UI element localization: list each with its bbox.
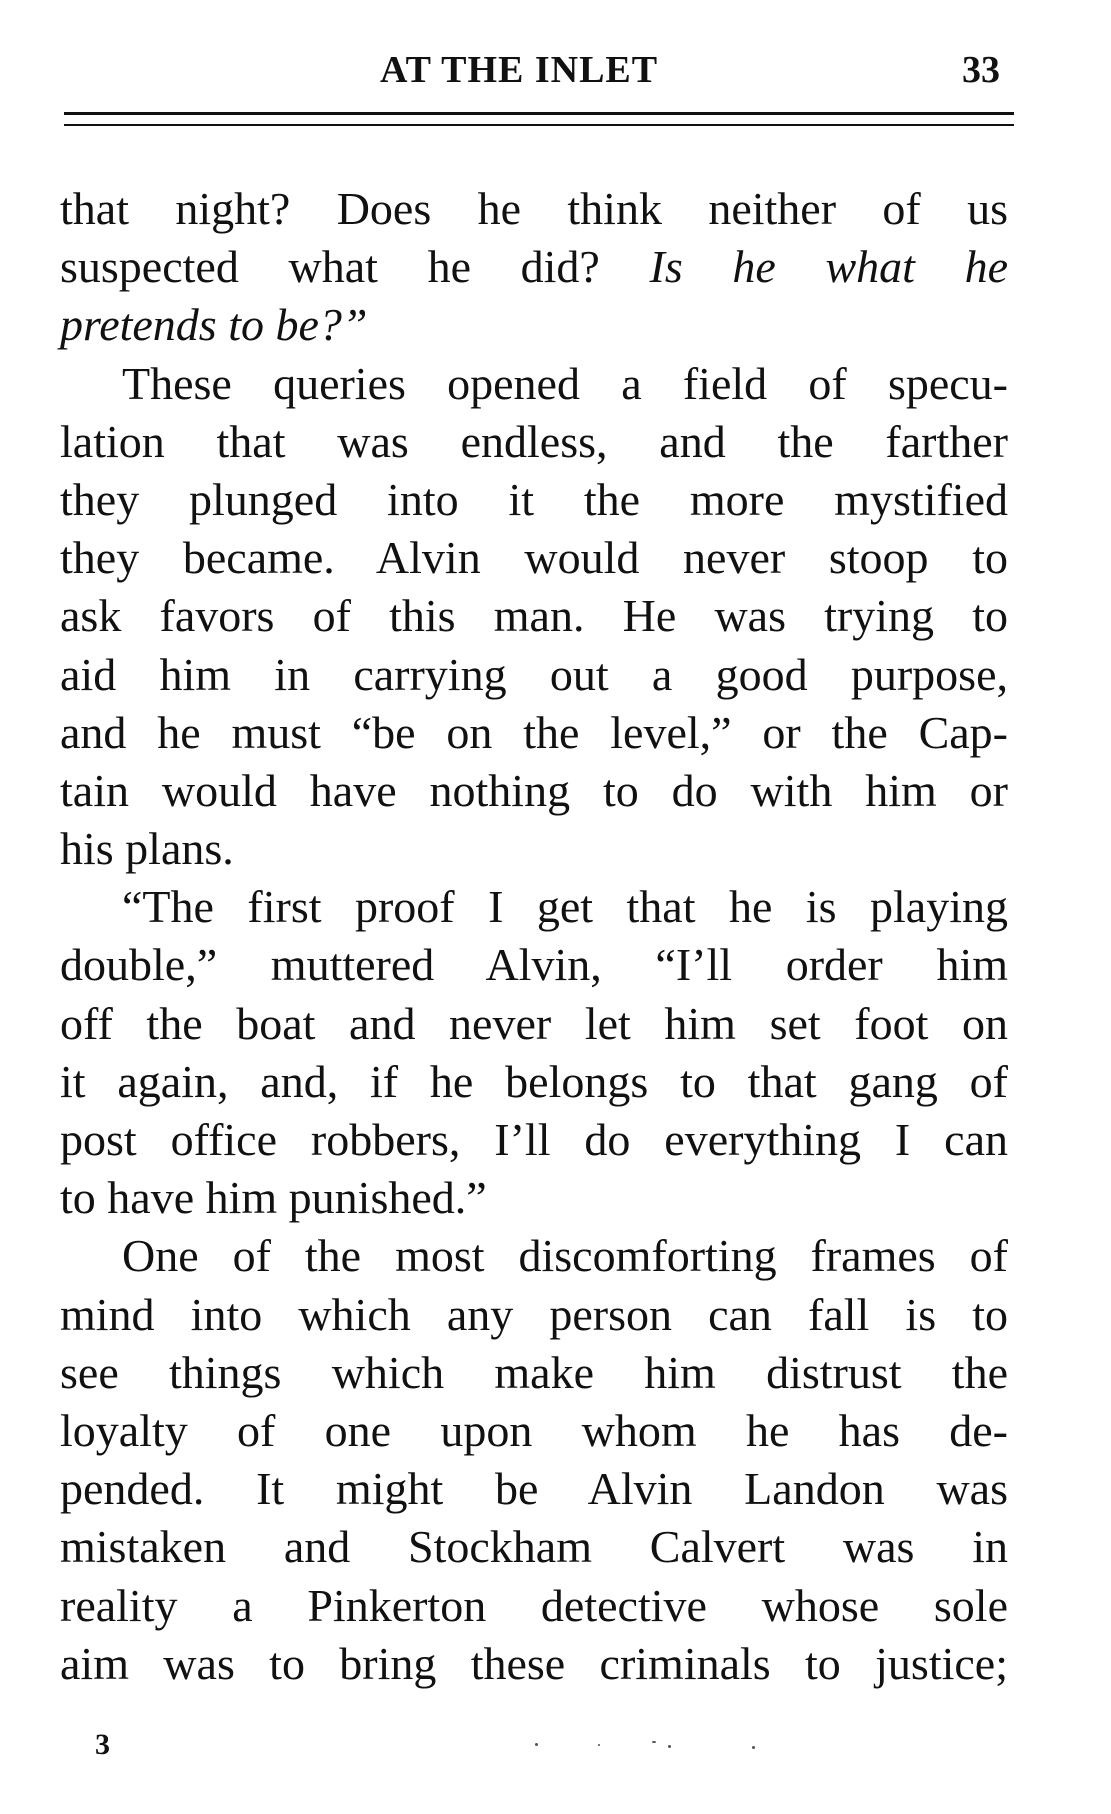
print-speck bbox=[598, 1744, 600, 1746]
text-line: post office robbers, I’ll do everything I can bbox=[60, 1114, 1008, 1165]
running-title: AT THE INLET bbox=[380, 49, 659, 91]
print-speck bbox=[752, 1746, 755, 1749]
text-line bbox=[60, 296, 1008, 354]
paragraph-first-line: One of the most discomforting frames of bbox=[122, 1230, 1008, 1282]
text-line: lation that was endless, and the farther bbox=[60, 415, 1008, 467]
text-line: his plans. bbox=[60, 823, 234, 875]
print-speck bbox=[535, 1743, 538, 1746]
text-line bbox=[60, 238, 1008, 296]
italic-text-span: Is he what he bbox=[649, 241, 1009, 293]
body-text bbox=[60, 180, 1008, 1693]
text-line: they plunged into it the more mystified bbox=[60, 473, 1008, 525]
text-line: mind into which any person can fall is to bbox=[60, 1288, 1008, 1340]
text-line: that night? Does he think neither of us bbox=[60, 183, 1008, 234]
text-line: it again, and, if he belongs to that gang of bbox=[60, 1055, 1008, 1107]
text-line: mistaken and Stockham Calvert was in bbox=[60, 1521, 1008, 1573]
text-line: aim was to bring these criminals to justice; bbox=[60, 1637, 1008, 1689]
text-line: and he must “be on the level,” or the Cap- bbox=[60, 706, 1008, 758]
text-line: double,” muttered Alvin, “I’ll order him bbox=[60, 939, 1008, 991]
italic-text-span: pretends to be?” bbox=[60, 299, 368, 351]
header-rule-top bbox=[64, 112, 1014, 115]
text-line: aid him in carrying out a good purpose, bbox=[60, 648, 1008, 700]
paragraph-first-line: “The first proof I get that he is playing bbox=[122, 881, 1008, 933]
text-line: pended. It might be Alvin Landon was bbox=[60, 1463, 1008, 1515]
text-line: reality a Pinkerton detective whose sole bbox=[60, 1579, 1008, 1631]
print-speck bbox=[652, 1741, 656, 1743]
text-line: to have him punished.” bbox=[60, 1172, 487, 1224]
text-line: tain would have nothing to do with him or bbox=[60, 764, 1008, 816]
header-rule-bottom bbox=[64, 124, 1014, 126]
page-number: 33 bbox=[962, 49, 1000, 91]
text-line: off the boat and never let him set foot on bbox=[60, 997, 1008, 1049]
text-line: see things which make him distrust the bbox=[60, 1346, 1008, 1398]
text-line: ask favors of this man. He was trying to bbox=[60, 590, 1008, 642]
print-speck bbox=[668, 1745, 671, 1748]
signature-mark: 3 bbox=[95, 1728, 110, 1761]
text-line: loyalty of one upon whom he has de- bbox=[60, 1404, 1008, 1456]
text-span: suspected what he did? bbox=[60, 241, 600, 293]
paragraph-first-line: These queries opened a field of specu- bbox=[122, 357, 1008, 409]
text-line: they became. Alvin would never stoop to bbox=[60, 532, 1008, 584]
